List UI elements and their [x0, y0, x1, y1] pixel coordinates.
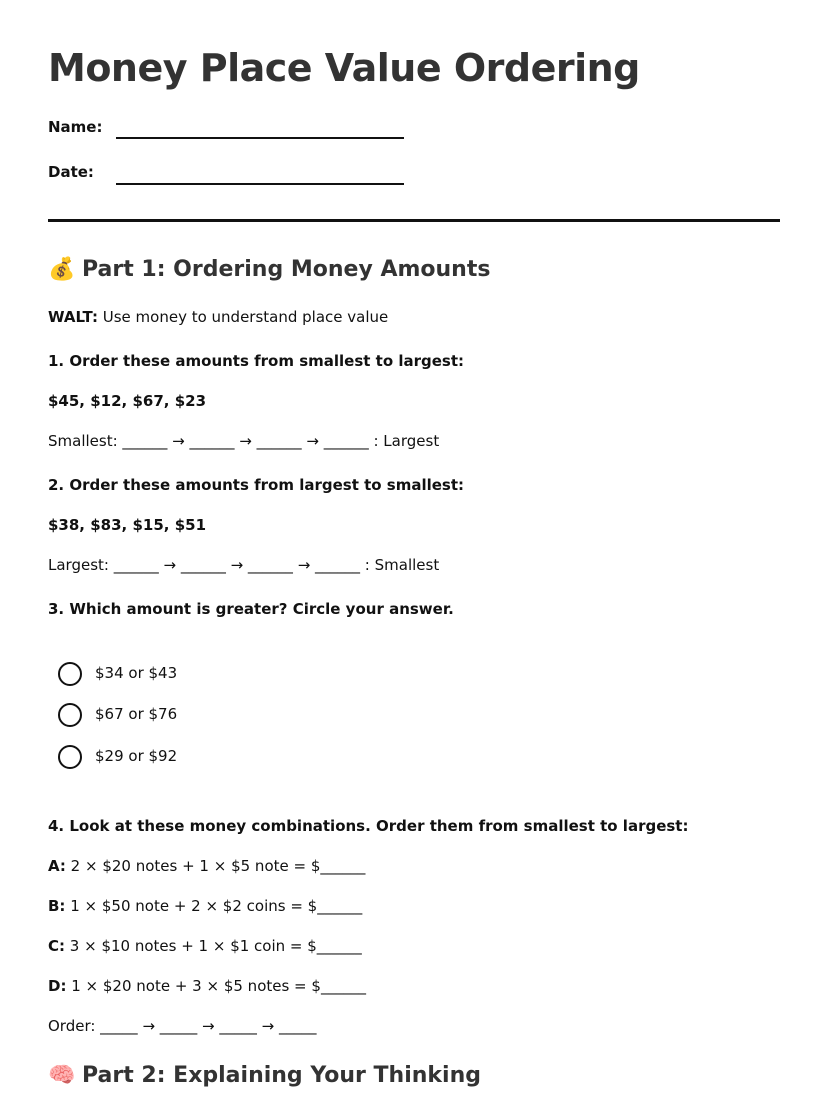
date-field[interactable]: [116, 183, 404, 185]
q4-item-a-text[interactable]: 2 × $20 notes + 1 × $5 note = $______: [70, 857, 366, 875]
section-divider: [48, 219, 780, 222]
q4-item-d: [48, 977, 366, 995]
q4-item-a: [48, 857, 365, 875]
money-bag-icon: 💰: [48, 257, 76, 282]
q4-item-c-text[interactable]: 3 × $10 notes + 1 × $1 coin = $______: [69, 937, 362, 955]
name-field[interactable]: [116, 137, 404, 139]
q3-option-2: $67 or $76: [95, 705, 178, 723]
q3-option-1-circle[interactable]: [58, 662, 82, 686]
q4-prompt: 4. Look at these money combinations. Order them from smallest to largest:: [48, 817, 689, 835]
part1-heading: [48, 257, 490, 282]
q2-prompt: 2. Order these amounts from largest to smallest:: [48, 476, 465, 494]
walt-label: WALT:: [48, 308, 98, 326]
part1-heading-text: Part 1: Ordering Money Amounts: [82, 257, 491, 282]
date-label: Date:: [48, 163, 94, 181]
part2-heading: [48, 1063, 481, 1088]
q2-answer-line[interactable]: Largest: ______ → ______ → ______ → ______ : Smallest: [48, 556, 440, 574]
q3-option-2-circle[interactable]: [58, 703, 82, 727]
walt-text: Use money to understand place value: [102, 308, 389, 326]
q4-item-d-label: D:: [48, 977, 67, 995]
q3-option-1: $34 or $43: [95, 664, 178, 682]
q4-item-b: [48, 897, 362, 915]
q1-prompt: 1. Order these amounts from smallest to largest:: [48, 352, 465, 370]
q3-option-3: $29 or $92: [95, 747, 178, 765]
walt-line: [48, 308, 388, 326]
q3-prompt: 3. Which amount is greater? Circle your answer.: [48, 600, 454, 618]
page-title: Money Place Value Ordering: [48, 46, 640, 90]
q4-order-line[interactable]: Order: _____ → _____ → _____ → _____: [48, 1017, 317, 1035]
q4-item-a-label: A:: [48, 857, 66, 875]
part2-heading-text: Part 2: Explaining Your Thinking: [82, 1063, 481, 1088]
q4-item-b-label: B:: [48, 897, 66, 915]
q3-option-3-circle[interactable]: [58, 745, 82, 769]
q1-answer-line[interactable]: Smallest: ______ → ______ → ______ → ______ : Largest: [48, 432, 440, 450]
name-label: Name:: [48, 118, 103, 136]
q2-amounts: $38, $83, $15, $51: [48, 516, 207, 534]
q1-amounts: $45, $12, $67, $23: [48, 392, 207, 410]
q4-item-c-label: C:: [48, 937, 66, 955]
q4-item-b-text[interactable]: 1 × $50 note + 2 × $2 coins = $______: [70, 897, 363, 915]
brain-icon: 🧠: [48, 1063, 76, 1088]
q4-item-d-text[interactable]: 1 × $20 note + 3 × $5 notes = $______: [71, 977, 366, 995]
q4-item-c: [48, 937, 362, 955]
